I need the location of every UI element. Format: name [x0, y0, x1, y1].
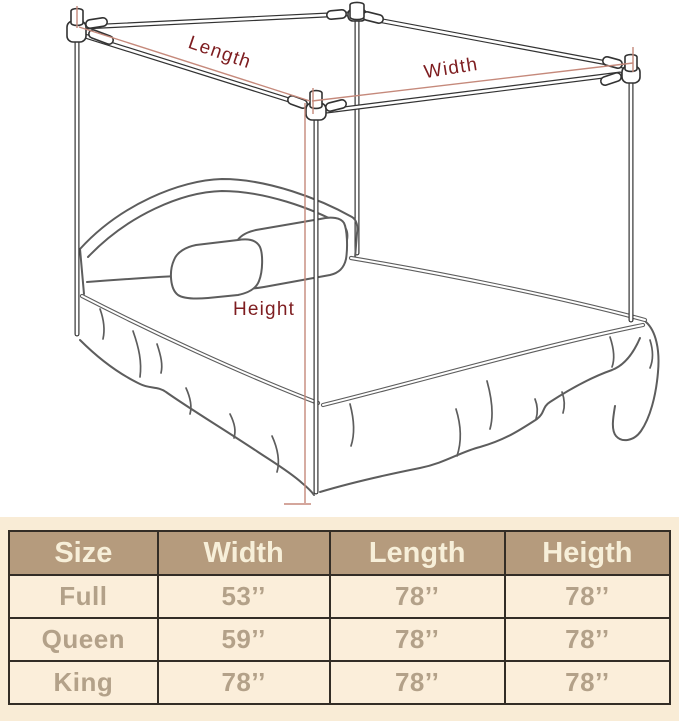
bedskirt-left-hem: [80, 340, 314, 495]
pillow-front: [171, 239, 262, 298]
table-row-full: [9, 575, 670, 618]
size-chart-table: [8, 530, 671, 705]
width-value-cell: 53’’: [158, 575, 330, 618]
size-chart-header-row: [9, 531, 670, 575]
length-value-cell: 78’’: [330, 575, 505, 618]
width-value-cell: 78’’: [158, 661, 330, 704]
length-value-cell: 78’’: [330, 661, 505, 704]
mattress-edges: [82, 258, 645, 405]
table-row-queen: [9, 618, 670, 661]
height-label: Height: [232, 299, 296, 320]
corner-connectors: [67, 2, 640, 120]
length-value-cell: 78’’: [330, 618, 505, 661]
size-name-cell: Full: [9, 575, 158, 618]
width-label: Width: [422, 53, 480, 84]
col-header-heigth: Heigth: [505, 531, 670, 575]
bedskirt-right-hem: [320, 338, 640, 492]
table-row-king: [9, 661, 670, 704]
col-header-width: Width: [158, 531, 330, 575]
size-chart-section: [0, 517, 679, 721]
height-value-cell: 78’’: [505, 661, 670, 704]
col-header-size: Size: [9, 531, 158, 575]
bedskirt-corner-flap: [613, 322, 659, 440]
size-name-cell: King: [9, 661, 158, 704]
col-header-length: Length: [330, 531, 505, 575]
size-name-cell: Queen: [9, 618, 158, 661]
length-label: Length: [185, 32, 255, 74]
bed-sketch: [80, 179, 659, 495]
height-value-cell: 78’’: [505, 618, 670, 661]
width-value-cell: 59’’: [158, 618, 330, 661]
height-value-cell: 78’’: [505, 575, 670, 618]
